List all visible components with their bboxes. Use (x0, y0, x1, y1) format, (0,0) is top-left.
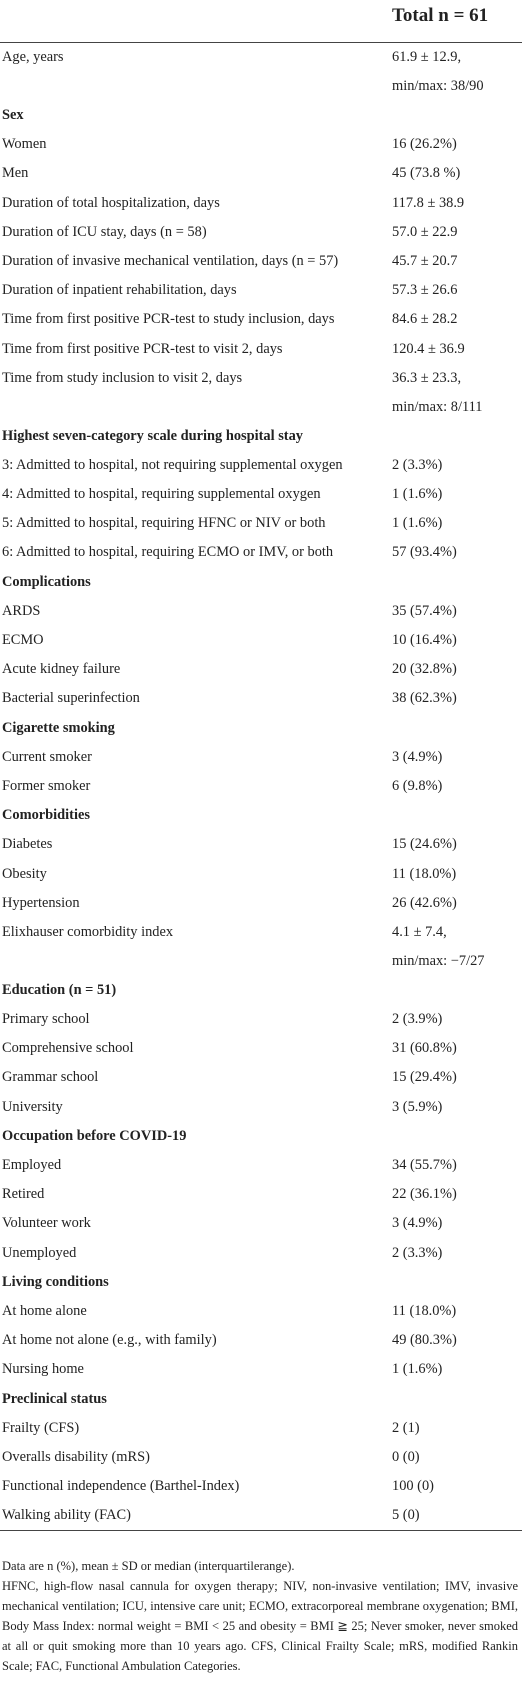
row-label: Frailty (CFS) (2, 1419, 80, 1436)
table-row (0, 743, 522, 772)
section-label: Sex (2, 107, 24, 123)
row-value (392, 509, 442, 538)
table-row (0, 43, 522, 101)
section-header-row (0, 568, 522, 597)
row-value-main: 11 (18.0%) (392, 1302, 457, 1319)
row-value-main: 45 (73.8 %) (392, 165, 461, 182)
table-row (0, 159, 522, 188)
row-value (392, 1093, 442, 1122)
table-row (0, 889, 522, 918)
row-value-main: 3 (5.9%) (392, 1098, 443, 1115)
row-label: Diabetes (2, 836, 53, 853)
row-label: Grammar school (2, 1069, 99, 1086)
row-value-main: 16 (26.2%) (392, 136, 457, 153)
table-row (0, 335, 522, 364)
row-label: Women (2, 136, 47, 153)
row-value (392, 218, 457, 247)
row-value-main: 35 (57.4%) (392, 602, 457, 619)
row-value (392, 364, 482, 422)
row-value (392, 1151, 457, 1180)
section-label: Living conditions (2, 1273, 109, 1290)
row-label: Overalls disability (mRS) (2, 1448, 150, 1465)
row-value (392, 918, 484, 976)
row-value (392, 626, 457, 655)
row-label: Men (2, 165, 29, 182)
row-value (392, 130, 457, 159)
row-value-range: min/max: 38/90 (392, 78, 484, 94)
table-row (0, 538, 522, 567)
row-value-main: 31 (60.8%) (392, 1040, 457, 1057)
row-value-main: 10 (16.4%) (392, 632, 457, 648)
row-value-main: 36.3 ± 23.3, (392, 369, 462, 386)
row-value-main: 34 (55.7%) (392, 1157, 457, 1173)
row-value (392, 830, 457, 859)
section-label: Complications (2, 573, 91, 590)
row-value (392, 1355, 442, 1384)
row-label: Functional independence (Barthel-Index) (2, 1478, 240, 1495)
row-value-main: 117.8 ± 38.9 (392, 194, 465, 211)
row-label: Employed (2, 1157, 62, 1173)
table-row (0, 1151, 522, 1180)
row-label: ECMO (2, 632, 44, 648)
row-value-main: 5 (0) (392, 1507, 420, 1524)
row-value-main: 100 (0) (392, 1478, 434, 1495)
row-label: 4: Admitted to hospital, requiring supplemental oxygen (2, 486, 321, 503)
table-row (0, 1355, 522, 1384)
row-value-main: 15 (29.4%) (392, 1069, 457, 1086)
row-value-main: 57.3 ± 26.6 (392, 282, 458, 299)
table-row (0, 509, 522, 538)
row-label: Unemployed (2, 1244, 77, 1261)
section-label: Preclinical status (2, 1390, 107, 1407)
table-row (0, 1034, 522, 1063)
row-label: At home alone (2, 1302, 87, 1319)
row-label: Time from first positive PCR-test to study inclusion, days (2, 311, 335, 328)
table-row (0, 1501, 522, 1530)
table-row (0, 655, 522, 684)
row-value (392, 889, 457, 918)
row-value (392, 684, 457, 713)
section-header-row (0, 1268, 522, 1297)
table-row (0, 305, 522, 334)
section-header-row (0, 801, 522, 830)
row-label: Comprehensive school (2, 1040, 134, 1057)
row-value-main: 120.4 ± 36.9 (392, 340, 465, 357)
row-label: Elixhauser comorbidity index (2, 923, 174, 940)
table-row (0, 1472, 522, 1501)
row-value (392, 1443, 420, 1472)
table-row (0, 1209, 522, 1238)
row-value (392, 597, 457, 626)
table-row (0, 1443, 522, 1472)
row-value (392, 247, 457, 276)
table-row (0, 247, 522, 276)
row-label: Walking ability (FAC) (2, 1507, 131, 1524)
row-value-main: 38 (62.3%) (392, 690, 457, 707)
section-label: Education (n = 51) (2, 981, 117, 998)
row-value-main: 6 (9.8%) (392, 777, 443, 794)
section-header-row (0, 101, 522, 130)
section-label: Comorbidities (2, 807, 90, 824)
row-label: Nursing home (2, 1361, 84, 1378)
footnote-abbreviations: HFNC, high-flow nasal cannula for oxygen therapy; NIV, non-invasive ventilation; IMV, invasive mechanical ventilation; ICU, intensive care unit; ECMO, extracorporeal membrane oxygenation; BMI, Body Mass Index: normal weight = BMI < 25 and obesity = BMI ≧ 25; Never smoker, never smoked at all or quit smoking more than 10 years ago. CFS, Clinical Frailty Scale; mRS, modified Rankin Scale; FAC, Functional Ambulation Categories. (2, 1579, 518, 1673)
row-label: Time from first positive PCR-test to visit 2, days (2, 340, 283, 357)
table-row (0, 1180, 522, 1209)
row-value (392, 1005, 442, 1034)
table-row (0, 276, 522, 305)
row-label: At home not alone (e.g., with family) (2, 1332, 217, 1349)
table-row (0, 218, 522, 247)
row-value-main: 2 (3.3%) (392, 1244, 443, 1261)
table-row (0, 364, 522, 422)
row-value (392, 335, 465, 364)
row-value-main: 26 (42.6%) (392, 894, 457, 911)
table-row (0, 1239, 522, 1268)
table-row (0, 1093, 522, 1122)
footnote-data-format: Data are n (%), mean ± SD or median (interquartilerange). (2, 1559, 295, 1573)
row-value-main: 57.0 ± 22.9 (392, 223, 458, 240)
row-value (392, 860, 456, 889)
row-label: Duration of inpatient rehabilitation, days (2, 282, 237, 299)
table-row (0, 684, 522, 713)
table-row (0, 918, 522, 976)
row-value (392, 159, 460, 188)
row-label: Time from study inclusion to visit 2, days (2, 369, 243, 386)
table-bottom-rule (0, 1530, 522, 1531)
row-value-main: 57 (93.4%) (392, 544, 457, 561)
row-label: Duration of ICU stay, days (n = 58) (2, 223, 207, 240)
table-row (0, 772, 522, 801)
row-value (392, 276, 457, 305)
row-value (392, 1239, 442, 1268)
row-value-main: 1 (1.6%) (392, 515, 443, 532)
section-header-row (0, 714, 522, 743)
table-row (0, 1005, 522, 1034)
table-row (0, 451, 522, 480)
table-row (0, 597, 522, 626)
row-value-main: 22 (36.1%) (392, 1186, 457, 1203)
row-value-main: 3 (4.9%) (392, 1215, 443, 1232)
row-value-main: 61.9 ± 12.9, (392, 49, 462, 65)
row-value (392, 451, 442, 480)
row-value (392, 189, 464, 218)
row-value-main: 1 (1.6%) (392, 486, 443, 503)
row-value-main: 20 (32.8%) (392, 661, 457, 678)
section-label: Highest seven-category scale during hospital stay (2, 427, 303, 444)
section-header-row (0, 976, 522, 1005)
row-value-main: 49 (80.3%) (392, 1332, 457, 1349)
table-row (0, 860, 522, 889)
row-value-main: 11 (18.0%) (392, 865, 457, 882)
row-value (392, 1326, 457, 1355)
row-value-main: 15 (24.6%) (392, 836, 457, 853)
table-footnotes (2, 1556, 518, 1676)
table-row (0, 1326, 522, 1355)
row-value (392, 1180, 457, 1209)
row-value (392, 43, 484, 101)
row-value-main: 2 (3.3%) (392, 456, 443, 473)
row-value (392, 1034, 457, 1063)
total-column-header: Total n = 61 (392, 5, 489, 26)
row-value (392, 655, 457, 684)
row-label: Former smoker (2, 777, 91, 794)
row-value-main: 3 (4.9%) (392, 748, 443, 765)
row-label: 3: Admitted to hospital, not requiring supplemental oxygen (2, 456, 343, 473)
row-value (392, 1414, 420, 1443)
row-value (392, 1297, 456, 1326)
row-label: Duration of invasive mechanical ventilation, days (n = 57) (2, 252, 339, 269)
section-label: Cigarette smoking (2, 719, 115, 736)
row-label: Current smoker (2, 748, 92, 765)
row-value (392, 480, 442, 509)
row-label: 5: Admitted to hospital, requiring HFNC or NIV or both (2, 515, 326, 532)
row-value-main: 45.7 ± 20.7 (392, 252, 458, 269)
row-value-main: 4.1 ± 7.4, (392, 923, 447, 940)
section-header-row (0, 1385, 522, 1414)
section-header-row (0, 1122, 522, 1151)
row-label: Bacterial superinfection (2, 690, 140, 707)
row-value-main: 1 (1.6%) (392, 1361, 443, 1378)
row-value (392, 1209, 442, 1238)
row-label: Hypertension (2, 894, 80, 911)
section-header-row (0, 422, 522, 451)
row-label: Retired (2, 1186, 45, 1203)
table-row (0, 830, 522, 859)
table-row (0, 1414, 522, 1443)
table-header (0, 0, 522, 43)
row-value (392, 538, 457, 567)
row-value-main: 2 (1) (392, 1419, 420, 1436)
row-label: Volunteer work (2, 1215, 91, 1232)
table-row (0, 130, 522, 159)
section-label: Occupation before COVID-19 (2, 1127, 187, 1144)
row-label: Duration of total hospitalization, days (2, 194, 220, 211)
table-row (0, 1063, 522, 1092)
row-label: Age, years (2, 49, 64, 65)
table-body (0, 43, 522, 1530)
row-label: University (2, 1098, 63, 1115)
row-value-range: min/max: −7/27 (392, 952, 485, 969)
row-label: Acute kidney failure (2, 661, 121, 678)
row-value-range: min/max: 8/111 (392, 398, 483, 415)
row-value (392, 772, 442, 801)
row-value (392, 1063, 457, 1092)
row-label: Obesity (2, 865, 47, 882)
table-row (0, 626, 522, 655)
row-value (392, 1501, 420, 1530)
row-label: ARDS (2, 602, 41, 619)
row-value (392, 305, 457, 334)
row-value-main: 84.6 ± 28.2 (392, 311, 458, 328)
table-row (0, 480, 522, 509)
table-row (0, 189, 522, 218)
row-value-main: 0 (0) (392, 1448, 420, 1465)
row-value (392, 1472, 434, 1501)
row-value-main: 2 (3.9%) (392, 1011, 443, 1028)
row-label: 6: Admitted to hospital, requiring ECMO or IMV, or both (2, 544, 334, 561)
table-row (0, 1297, 522, 1326)
row-value (392, 743, 442, 772)
row-label: Primary school (2, 1011, 90, 1028)
